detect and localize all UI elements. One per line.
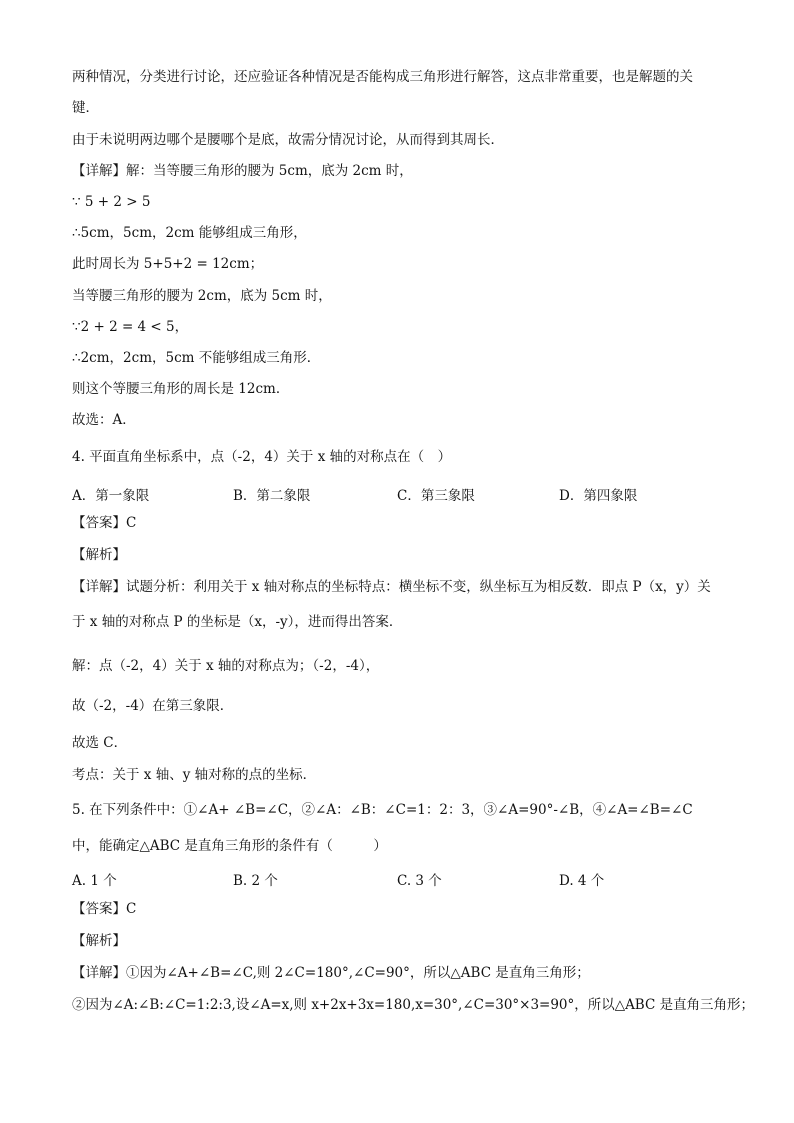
option-a: A．第一象限 bbox=[72, 488, 150, 504]
text-line-5: ∵ 5 + 2 > 5 bbox=[72, 194, 151, 210]
text-line-17: 于 x 轴的对称点 P 的坐标是（x，-y），进而得出答案． bbox=[72, 614, 403, 630]
text-line-1: 两种情况，分类进行讨论，还应验证各种情况是否能构成三角形进行解答，这点非常重要，也是解题的关 bbox=[72, 69, 693, 85]
analysis-label: 【解析】 bbox=[72, 547, 126, 563]
question-4-stem: 4. 平面直角坐标系中，点（-2，4）关于 x 轴的对称点在（ ） bbox=[72, 449, 452, 465]
text-line-19: 故（-2，-4）在第三象限． bbox=[72, 698, 234, 714]
text-line-7: 此时周长为 5+5+2 = 12cm； bbox=[72, 256, 264, 272]
text-line-9: ∵2 + 2 = 4 < 5， bbox=[72, 319, 189, 335]
text-line-16: 【详解】试题分析：利用关于 x 轴对称点的坐标特点：横坐标不变，纵坐标互为相反数．即点 P（x，y）关 bbox=[72, 579, 711, 595]
text-line-12: 故选：A． bbox=[72, 412, 136, 428]
option-d: D. 4 个 bbox=[559, 873, 605, 889]
text-line-21: 考点：关于 x 轴、y 轴对称的点的坐标． bbox=[72, 767, 317, 783]
text-line-26: 【详解】①因为∠A+∠B=∠C,则 2∠C=180°,∠C=90°，所以△ABC 是直角三角形； bbox=[72, 965, 590, 981]
text-line-8: 当等腰三角形的腰为 2cm，底为 5cm 时， bbox=[72, 288, 332, 304]
text-line-18: 解：点（-2，4）关于 x 轴的对称点为；（-2，-4）， bbox=[72, 658, 380, 674]
text-line-3: 由于未说明两边哪个是腰哪个是底，故需分情况讨论，从而得到其周长． bbox=[72, 132, 504, 148]
option-b: B. 2 个 bbox=[233, 873, 278, 889]
question-4-options bbox=[72, 484, 722, 502]
answer-label: 【答案】C bbox=[72, 901, 137, 917]
analysis-label: 【解析】 bbox=[72, 933, 126, 949]
option-b: B．第二象限 bbox=[233, 488, 311, 504]
text-line-20: 故选 C． bbox=[72, 735, 128, 751]
option-d: D．第四象限 bbox=[559, 488, 638, 504]
text-line-10: ∴2cm，2cm，5cm 不能够组成三角形． bbox=[72, 350, 321, 366]
option-c: C．第三象限 bbox=[397, 488, 475, 504]
text-line-2: 键． bbox=[72, 100, 99, 116]
question-5-options bbox=[72, 869, 722, 887]
text-line-11: 则这个等腰三角形的周长是 12cm． bbox=[72, 381, 290, 397]
text-line-6: ∴5cm，5cm，2cm 能够组成三角形， bbox=[72, 225, 307, 241]
text-line-27: ②因为∠A:∠B:∠C=1:2:3,设∠A=x,则 x+2x+3x=180,x=30°,∠C=30°×3=90°，所以△ABC 是直角三角形； bbox=[72, 997, 754, 1013]
question-5-stem-cont: 中，能确定△ABC 是直角三角形的条件有（ ） bbox=[72, 838, 387, 854]
answer-label: 【答案】C bbox=[72, 515, 137, 531]
option-a: A. 1 个 bbox=[72, 873, 117, 889]
question-5-stem: 5. 在下列条件中：①∠A+ ∠B=∠C，②∠A：∠B：∠C=1：2：3，③∠A=90°-∠B，④∠A=∠B=∠C bbox=[72, 802, 693, 818]
option-c: C. 3 个 bbox=[397, 873, 442, 889]
text-line-4: 【详解】解：当等腰三角形的腰为 5cm，底为 2cm 时， bbox=[72, 163, 413, 179]
